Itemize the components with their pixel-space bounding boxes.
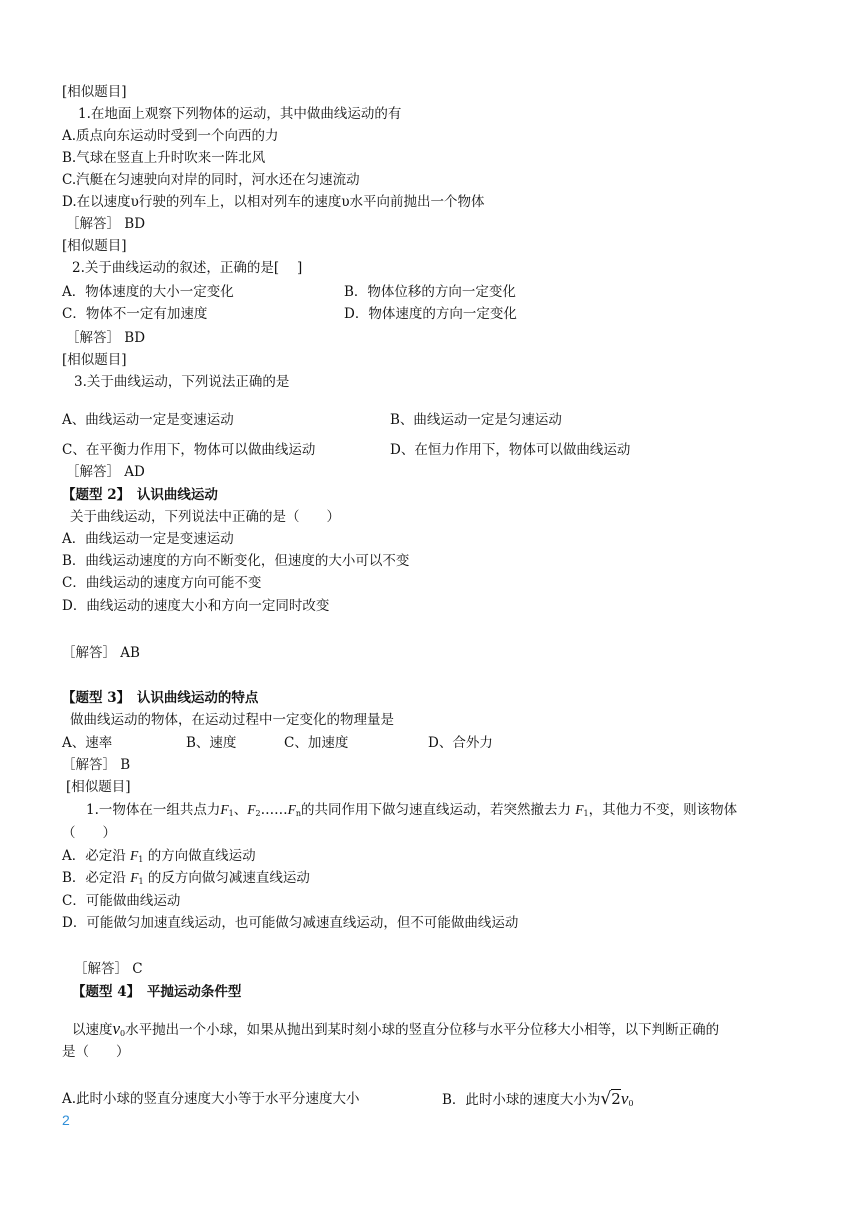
velocity-subscript: 0 <box>120 1029 126 1038</box>
question-stem: 以速度$v_0$水平抛出一个小球，如果从抛出到某时刻小球的竖直分位移与水平分位移大小相等，以下判断正确的 <box>72 1019 720 1038</box>
question-stem: 3.关于曲线运动，下列说法正确的是 <box>74 374 290 390</box>
question-paren: （ ） <box>62 825 116 841</box>
question-stem: 做曲线运动的物体，在运动过程中一定变化的物理量是 <box>70 712 394 728</box>
force-subscript: 1 <box>228 809 234 818</box>
answer: ［解答］ AB <box>62 645 140 661</box>
option-a: A、曲线运动一定是变速运动 <box>62 412 234 428</box>
force-subscript: 1 <box>583 809 589 818</box>
option-b: B．此时小球的速度大小为$√2v_0$ <box>442 1089 634 1109</box>
option-a: A、速率 <box>62 735 113 751</box>
option-b: B．必定沿 $F_1$ 的反方向做匀减速直线运动 <box>62 870 310 886</box>
answer: ［解答］ AD <box>66 464 145 480</box>
force-symbol: F <box>247 802 256 817</box>
section-title: 【题型 3】 认识曲线运动的特点 <box>62 690 259 706</box>
option-b: B．物体位移的方向一定变化 <box>344 284 516 300</box>
option-c: C、加速度 <box>284 735 349 751</box>
velocity-symbol: v <box>112 1019 121 1038</box>
option-d: D．可能做匀加速直线运动，也可能做匀减速直线运动，但不可能做曲线运动 <box>62 915 519 931</box>
option-a: A．物体速度的大小一定变化 <box>62 284 234 300</box>
force-subscript: 2 <box>255 809 261 818</box>
force-symbol: F <box>220 802 229 817</box>
option-d: D、合外力 <box>428 735 493 751</box>
force-subscript: n <box>295 809 301 818</box>
option-d: D．曲线运动的速度大小和方向一定同时改变 <box>62 598 330 614</box>
option-c: C.汽艇在匀速驶向对岸的同时，河水还在匀速流动 <box>62 172 360 188</box>
question-stem: 2.关于曲线运动的叙述，正确的是[ ] <box>72 260 303 276</box>
page-number: 2 <box>62 1112 70 1128</box>
force-symbol: F <box>575 802 584 817</box>
section-header: [相似题目] <box>62 352 127 368</box>
question-stem: 1.一物体在一组共点力$F_1$、$F_2\dots\dots F_n$的共同作用下做匀速直线运动，若突然撤去力 $F_1$，其他力不变，则该物体 <box>86 802 738 818</box>
force-symbol: F <box>287 802 296 817</box>
option-a: A.质点向东运动时受到一个向西的力 <box>62 128 279 144</box>
option-c: C．曲线运动的速度方向可能不变 <box>62 575 262 591</box>
section-title: 【题型 2】 认识曲线运动 <box>62 487 218 503</box>
option-b: B.气球在竖直上升时吹来一阵北风 <box>62 150 266 166</box>
question-stem: 关于曲线运动，下列说法中正确的是（ ） <box>70 509 340 525</box>
option-b: B．曲线运动速度的方向不断变化，但速度的大小可以不变 <box>62 553 410 569</box>
option-a: A.此时小球的竖直分速度大小等于水平分速度大小 <box>62 1091 360 1107</box>
sqrt-symbol: √ <box>600 1089 612 1109</box>
option-a: A．曲线运动一定是变速运动 <box>62 531 234 547</box>
section-header: [相似题目] <box>66 779 131 795</box>
question-stem: 1.在地面上观察下列物体的运动，其中做曲线运动的有 <box>78 106 402 122</box>
section-header: [相似题目] <box>62 84 127 100</box>
section-title: 【题型 4】 平抛运动条件型 <box>72 984 242 1000</box>
option-d: D.在以速度υ行驶的列车上，以相对列车的速度υ水平向前抛出一个物体 <box>62 194 485 210</box>
answer: ［解答］ BD <box>66 330 146 346</box>
sqrt-number: 2 <box>611 1090 621 1108</box>
answer: ［解答］ B <box>62 757 131 773</box>
option-b: B、速度 <box>186 735 237 751</box>
answer: ［解答］ BD <box>66 216 146 232</box>
section-header: [相似题目] <box>62 238 127 254</box>
option-a: A．必定沿 $F_1$ 的方向做直线运动 <box>62 848 256 864</box>
option-c: C．物体不一定有加速度 <box>62 306 208 322</box>
option-d: D、在恒力作用下，物体可以做曲线运动 <box>390 442 631 458</box>
option-c: C．可能做曲线运动 <box>62 893 181 909</box>
option-c: C、在平衡力作用下，物体可以做曲线运动 <box>62 442 316 458</box>
question-stem-cont: 是（ ） <box>62 1044 130 1060</box>
option-d: D．物体速度的方向一定变化 <box>344 306 517 322</box>
answer: ［解答］ C <box>74 961 143 977</box>
option-b: B、曲线运动一定是匀速运动 <box>390 412 562 428</box>
